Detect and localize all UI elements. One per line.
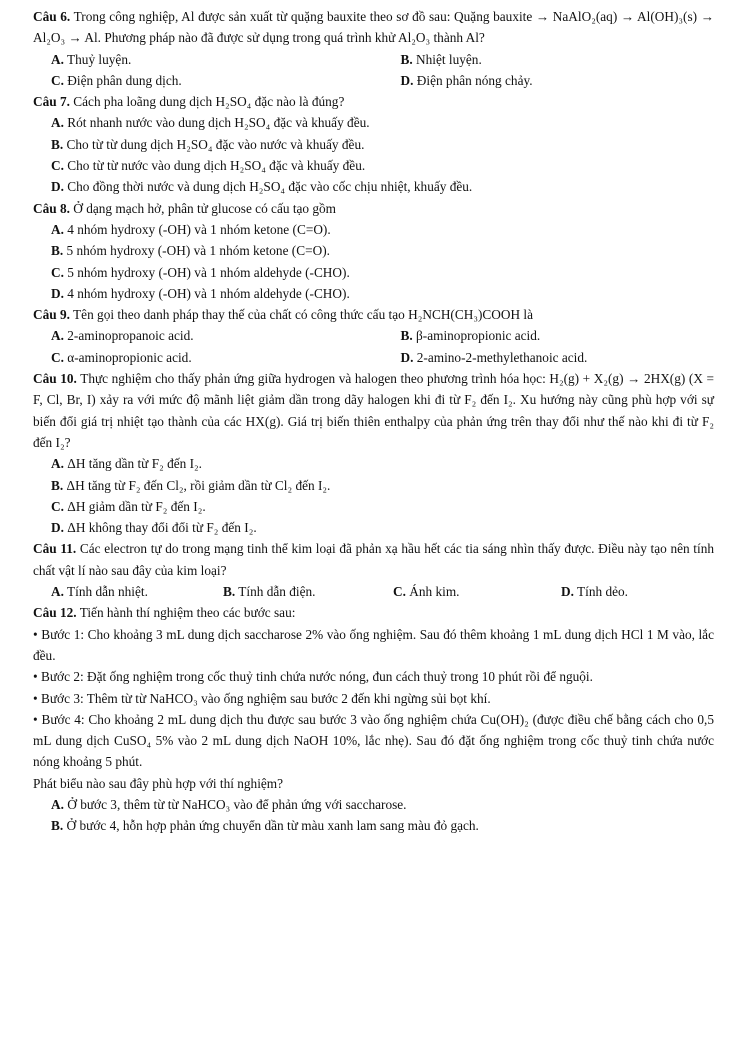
options-row	[33, 325, 714, 346]
option-b[interactable]: B. Tính dẫn điện.	[223, 584, 316, 600]
question-label: Câu 10.	[33, 371, 77, 387]
question-label: Câu 6.	[33, 9, 71, 24]
option-b[interactable]: B. Nhiệt luyện.	[400, 51, 482, 67]
question-text: Các electron tự do trong mạng tinh thể kim loại đã phản xạ hầu hết các tia sáng nhìn thấy được. Điều này tạo nên tính chất vật lí nào sau đây của kim loại?	[33, 541, 714, 578]
option-d[interactable]: D. Cho đồng thời nước và dung dịch H₂SO₄ đặc vào cốc chịu nhiệt, khuấy đều.	[51, 179, 473, 195]
option-a[interactable]: A. Rót nhanh nước vào dung dịch H₂SO₄ đặc và khuấy đều.	[51, 115, 370, 131]
option-a[interactable]: A. 2-aminopropanoic acid.	[51, 328, 194, 344]
option-b[interactable]: B. 5 nhóm hydroxy (-OH) và 1 nhóm ketone (C=O).	[51, 243, 330, 259]
question-12	[33, 602, 714, 623]
question-11	[33, 538, 714, 581]
option-d[interactable]: D. ΔH không thay đổi đổi từ F₂ đến I₂.	[51, 520, 257, 536]
option-b[interactable]: B. ΔH tăng từ F₂ đến Cl₂, rồi giảm dần từ Cl₂ đến I₂.	[51, 477, 331, 493]
step-2: • Bước 2: Đặt ống nghiệm trong cốc thuỷ tinh chứa nước nóng, đun cách thuỷ trong 10 phút rồi để nguội.	[33, 669, 593, 685]
question-text: Tiến hành thí nghiệm theo các bước sau:	[79, 605, 296, 621]
option-a[interactable]: A. ΔH tăng dần từ F₂ đến I₂.	[51, 456, 202, 472]
options-row	[33, 49, 714, 70]
option-a[interactable]: A. Thuỷ luyện.	[51, 51, 132, 67]
question-label: Câu 12.	[33, 605, 77, 621]
options-row	[33, 70, 714, 91]
option-c[interactable]: C. Ánh kim.	[393, 584, 460, 600]
option-d[interactable]: D. 2-amino-2-methylethanoic acid.	[400, 349, 588, 365]
step-1: • Bước 1: Cho khoảng 3 mL dung dịch saccharose 2% vào ống nghiệm. Sau đó thêm khoảng 1 mL dung dịch HCl 1 M vào, lắc đều.	[33, 626, 714, 663]
question-label: Câu 11.	[33, 541, 77, 557]
question-text: Tên gọi theo danh pháp thay thế của chất có công thức cấu tạo H₂NCH(CH₃)COOH là	[73, 307, 533, 323]
option-b[interactable]: B. β-aminopropionic acid.	[400, 328, 541, 344]
option-d[interactable]: D. Điện phân nóng chảy.	[400, 72, 533, 88]
question-7	[33, 91, 714, 112]
options-row	[33, 347, 714, 368]
option-b[interactable]: B. Cho từ từ dung dịch H₂SO₄ đặc vào nước và khuấy đều.	[51, 136, 365, 152]
option-d[interactable]: D. 4 nhóm hydroxy (-OH) và 1 nhóm aldehyde (-CHO).	[51, 285, 350, 301]
question-10	[33, 368, 714, 453]
question-text: Cách pha loãng dung dịch H₂SO₄ đặc nào là đúng?	[73, 94, 345, 110]
option-b[interactable]: B. Ở bước 4, hỗn hợp phản ứng chuyển dần từ màu xanh lam sang màu đỏ gạch.	[51, 818, 479, 834]
question-9	[33, 304, 714, 325]
option-a[interactable]: A. 4 nhóm hydroxy (-OH) và 1 nhóm ketone (C=O).	[51, 221, 331, 237]
option-c[interactable]: C. ΔH giảm dần từ F₂ đến I₂.	[51, 498, 206, 514]
option-c[interactable]: C. 5 nhóm hydroxy (-OH) và 1 nhóm aldehyde (-CHO).	[51, 264, 350, 280]
question-text: Ở dạng mạch hở, phân tử glucose có cấu tạo gồm	[73, 200, 337, 216]
option-c[interactable]: C. Cho từ từ nước vào dung dịch H₂SO₄ đặc và khuấy đều.	[51, 158, 366, 174]
question-label: Câu 8.	[33, 200, 70, 216]
question-label: Câu 7.	[33, 94, 70, 110]
option-a[interactable]: A. Ở bước 3, thêm từ từ NaHCO₃ vào để phản ứng với saccharose.	[51, 796, 407, 812]
options-row	[33, 581, 714, 602]
option-c[interactable]: C. Điện phân dung dịch.	[51, 72, 182, 88]
question-text: Thực nghiệm cho thấy phản ứng giữa hydrogen và halogen theo phương trình hóa học: H₂(g) + X₂(g) → 2HX(g) (X = F, Cl, Br, I) xảy ra với mức độ mãnh liệt giảm dần trong dãy halogen khi đi từ F₂ đến I₂. Xu hướng này cũng phù hợp với sự biến đổi giá trị nhiệt tạo thành của các HX(g). Giá trị biến thiên enthalpy của phản ứng trên thay đổi như thế nào khi đi từ F₂ đến I₂?	[33, 371, 714, 450]
question-label: Câu 9.	[33, 307, 70, 323]
question-prompt: Phát biểu nào sau đây phù hợp với thí nghiệm?	[33, 775, 284, 791]
question-6	[33, 6, 714, 49]
option-d[interactable]: D. Tính dẻo.	[561, 584, 628, 600]
step-4: • Bước 4: Cho khoảng 2 mL dung dịch thu được sau bước 3 vào ống nghiệm chứa Cu(OH)₂ (được điều chế bằng cách cho 0,5 mL dung dịch CuSO₄ 5% vào 2 mL dung dịch NaOH 10%, lắc nhẹ). Sau đó đặt ống nghiệm trong cốc thuỷ tinh chứa nước nóng khoảng 5 phút.	[33, 711, 714, 770]
option-a[interactable]: A. Tính dẫn nhiệt.	[51, 584, 148, 600]
option-c[interactable]: C. α-aminopropionic acid.	[51, 349, 192, 365]
step-3: • Bước 3: Thêm từ từ NaHCO₃ vào ống nghiệm sau bước 2 đến khi ngừng sủi bọt khí.	[33, 690, 491, 706]
question-8	[33, 198, 714, 219]
question-text: Trong công nghiệp, Al được sản xuất từ quặng bauxite theo sơ đồ sau: Quặng bauxite → NaAlO₂(aq) → Al(OH)₃(s) → Al₂O₃ → Al. Phương pháp nào đã được sử dụng trong quá trình khử Al₂O₃ thành Al?	[33, 9, 714, 46]
